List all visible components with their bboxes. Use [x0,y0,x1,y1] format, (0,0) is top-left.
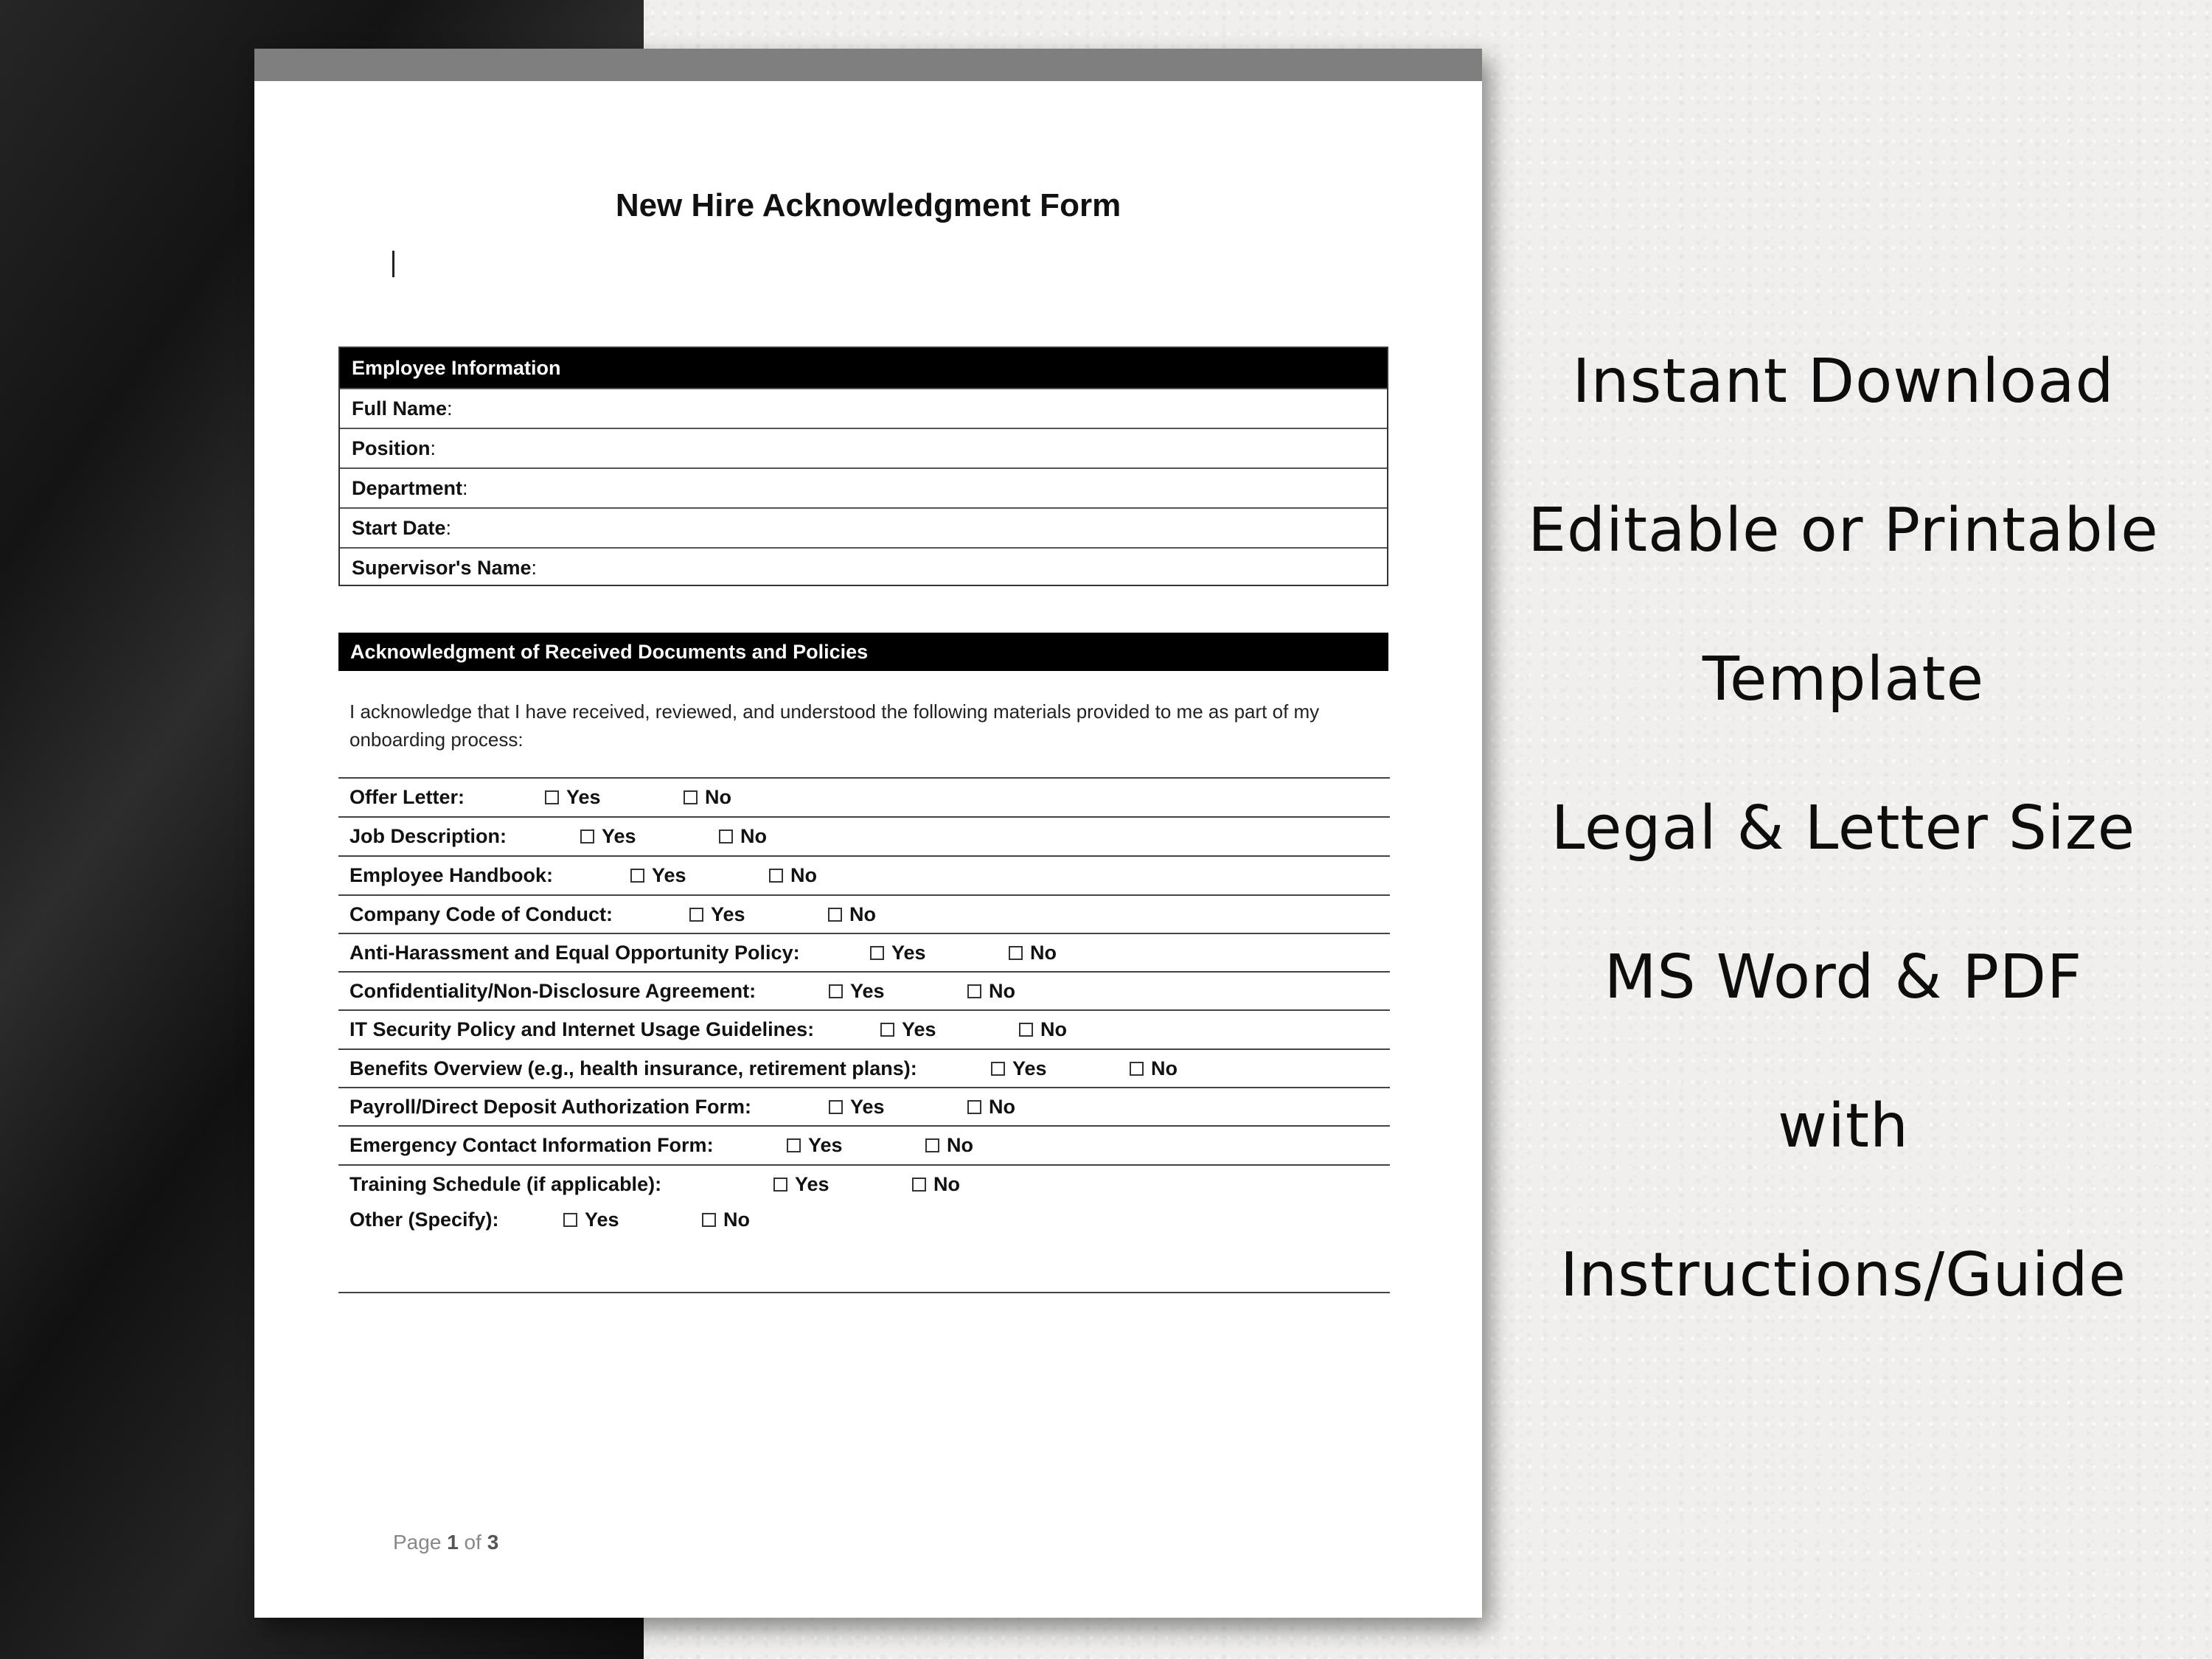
yes-option[interactable] [545,786,601,809]
row-divider [338,894,1390,896]
acknowledgment-item [349,942,1382,971]
acknowledgment-item [349,1134,1382,1164]
yes-label: Yes [850,1096,885,1118]
no-option[interactable] [1019,1018,1067,1041]
no-option[interactable] [1130,1057,1178,1080]
promo-line-4: Legal & Letter Size [1551,793,2136,863]
acknowledgment-item-label: Job Description: [349,825,507,847]
yes-label: Yes [585,1208,619,1231]
yes-checkbox[interactable] [991,1062,1005,1076]
acknowledgment-item [349,786,1382,815]
yes-checkbox[interactable] [773,1178,787,1192]
acknowledgment-intro: I acknowledge that I have received, reviewed, and understood the following materials provided to me as part of my onboarding process: [349,700,1320,751]
field-start-date[interactable]: Start Date: [340,507,1387,547]
no-option[interactable] [1009,942,1057,964]
employee-information-table [338,347,1388,586]
row-divider [338,971,1390,973]
acknowledgment-item-label: Confidentiality/Non-Disclosure Agreement: [349,980,757,1002]
field-label: Full Name [352,397,448,420]
yes-label: Yes [795,1173,830,1195]
field-department[interactable]: Department: [340,467,1387,507]
yes-label: Yes [602,825,636,847]
acknowledgment-item [349,1173,1382,1203]
acknowledgment-item [349,864,1382,894]
no-label: No [947,1134,973,1156]
document-top-bar [254,49,1482,81]
row-divider [338,1164,1390,1166]
acknowledgment-header: Acknowledgment of Received Documents and Policies [338,633,1388,671]
acknowledgment-item-label: Training Schedule (if applicable): [349,1173,662,1195]
yes-checkbox[interactable] [880,1023,894,1037]
acknowledgment-item-label: Company Code of Conduct: [349,903,613,925]
no-label: No [723,1208,750,1231]
yes-label: Yes [902,1018,936,1040]
no-checkbox[interactable] [702,1213,716,1227]
field-supervisor-name[interactable]: Supervisor's Name: [340,547,1387,587]
no-checkbox[interactable] [769,869,783,883]
row-divider [338,933,1390,934]
promo-line-3: Template [1702,644,1985,714]
field-label: Department [352,477,463,499]
no-label: No [849,903,876,925]
acknowledgment-item-label: Employee Handbook: [349,864,554,886]
row-divider [338,855,1390,857]
no-checkbox[interactable] [828,908,842,922]
no-label: No [1040,1018,1067,1040]
acknowledgment-item [349,1208,1382,1238]
yes-label: Yes [850,980,885,1002]
no-label: No [1030,942,1057,964]
no-label: No [933,1173,960,1195]
row-divider [338,1048,1390,1050]
no-option[interactable] [828,903,876,926]
yes-option[interactable] [630,864,686,887]
no-option[interactable] [912,1173,960,1196]
no-option[interactable] [719,825,767,848]
yes-option[interactable] [689,903,745,926]
text-cursor [392,251,394,277]
document-title: New Hire Acknowledgment Form [615,187,1121,223]
acknowledgment-item-label: Benefits Overview (e.g., health insurance, retirement plans): [349,1057,917,1079]
yes-checkbox[interactable] [787,1138,801,1152]
no-option[interactable] [684,786,731,809]
acknowledgment-item-label: Offer Letter: [349,786,465,808]
field-label: Start Date [352,517,446,539]
field-position[interactable]: Position: [340,428,1387,467]
document-page [254,49,1482,1618]
yes-option[interactable] [829,1096,885,1119]
row-divider [338,1009,1390,1011]
yes-option[interactable] [580,825,636,848]
no-option[interactable] [702,1208,750,1231]
no-checkbox[interactable] [1009,946,1023,960]
yes-option[interactable] [880,1018,936,1041]
no-label: No [740,825,767,847]
acknowledgment-item [349,825,1382,855]
no-checkbox[interactable] [1130,1062,1144,1076]
promo-line-1: Instant Download [1572,347,2115,417]
yes-checkbox[interactable] [630,869,644,883]
yes-option[interactable] [870,942,926,964]
no-option[interactable] [925,1134,973,1157]
acknowledgment-item [349,1057,1382,1087]
page-total: 3 [487,1531,499,1554]
page-current: 1 [447,1531,459,1554]
acknowledgment-item-label: Other (Specify): [349,1208,499,1231]
no-option[interactable] [769,864,817,887]
promo-line-7: Instructions/Guide [1559,1240,2126,1310]
signature-line [338,1292,1390,1293]
acknowledgment-item-label: Emergency Contact Information Form: [349,1134,714,1156]
promo-line-2: Editable or Printable [1528,495,2159,566]
yes-checkbox[interactable] [563,1213,577,1227]
yes-option[interactable] [787,1134,843,1157]
yes-option[interactable] [829,980,885,1003]
acknowledgment-item-label: Payroll/Direct Deposit Authorization Form: [349,1096,752,1118]
yes-option[interactable] [563,1208,619,1231]
acknowledgment-item-label: IT Security Policy and Internet Usage Guidelines: [349,1018,815,1040]
no-option[interactable] [967,1096,1015,1119]
row-divider [338,816,1390,818]
no-label: No [989,1096,1015,1118]
no-checkbox[interactable] [967,1100,981,1114]
acknowledgment-item-label: Anti-Harassment and Equal Opportunity Policy: [349,942,800,964]
field-label: Supervisor's Name [352,557,532,579]
no-option[interactable] [967,980,1015,1003]
no-checkbox[interactable] [684,790,698,804]
no-checkbox[interactable] [719,830,733,844]
yes-option[interactable] [773,1173,830,1196]
no-checkbox[interactable] [912,1178,926,1192]
no-checkbox[interactable] [967,984,981,998]
row-divider [338,777,1390,779]
row-divider [338,1125,1390,1127]
yes-label: Yes [1012,1057,1047,1079]
promo-line-5: MS Word & PDF [1604,942,2083,1012]
yes-option[interactable] [991,1057,1047,1080]
yes-checkbox[interactable] [829,1100,843,1114]
no-label: No [989,980,1015,1002]
no-label: No [790,864,817,886]
no-checkbox[interactable] [925,1138,939,1152]
yes-label: Yes [711,903,745,925]
yes-label: Yes [891,942,926,964]
acknowledgment-item [349,980,1382,1009]
yes-checkbox[interactable] [829,984,843,998]
page-word: Page [393,1531,442,1554]
yes-checkbox[interactable] [689,908,703,922]
page-number [393,1531,498,1554]
yes-label: Yes [566,786,601,808]
field-full-name[interactable]: Full Name: [340,388,1387,428]
yes-label: Yes [808,1134,843,1156]
promo-line-6: with [1778,1091,1909,1161]
yes-checkbox[interactable] [580,830,594,844]
field-label: Position [352,437,431,459]
acknowledgment-item [349,1096,1382,1125]
employee-information-header: Employee Information [340,348,1387,388]
yes-checkbox[interactable] [870,946,884,960]
no-checkbox[interactable] [1019,1023,1033,1037]
page-of-word: of [464,1531,481,1554]
acknowledgment-item [349,1018,1382,1048]
no-label: No [705,786,731,808]
acknowledgment-item [349,903,1382,933]
yes-label: Yes [652,864,686,886]
row-divider [338,1087,1390,1088]
yes-checkbox[interactable] [545,790,559,804]
no-label: No [1151,1057,1178,1079]
